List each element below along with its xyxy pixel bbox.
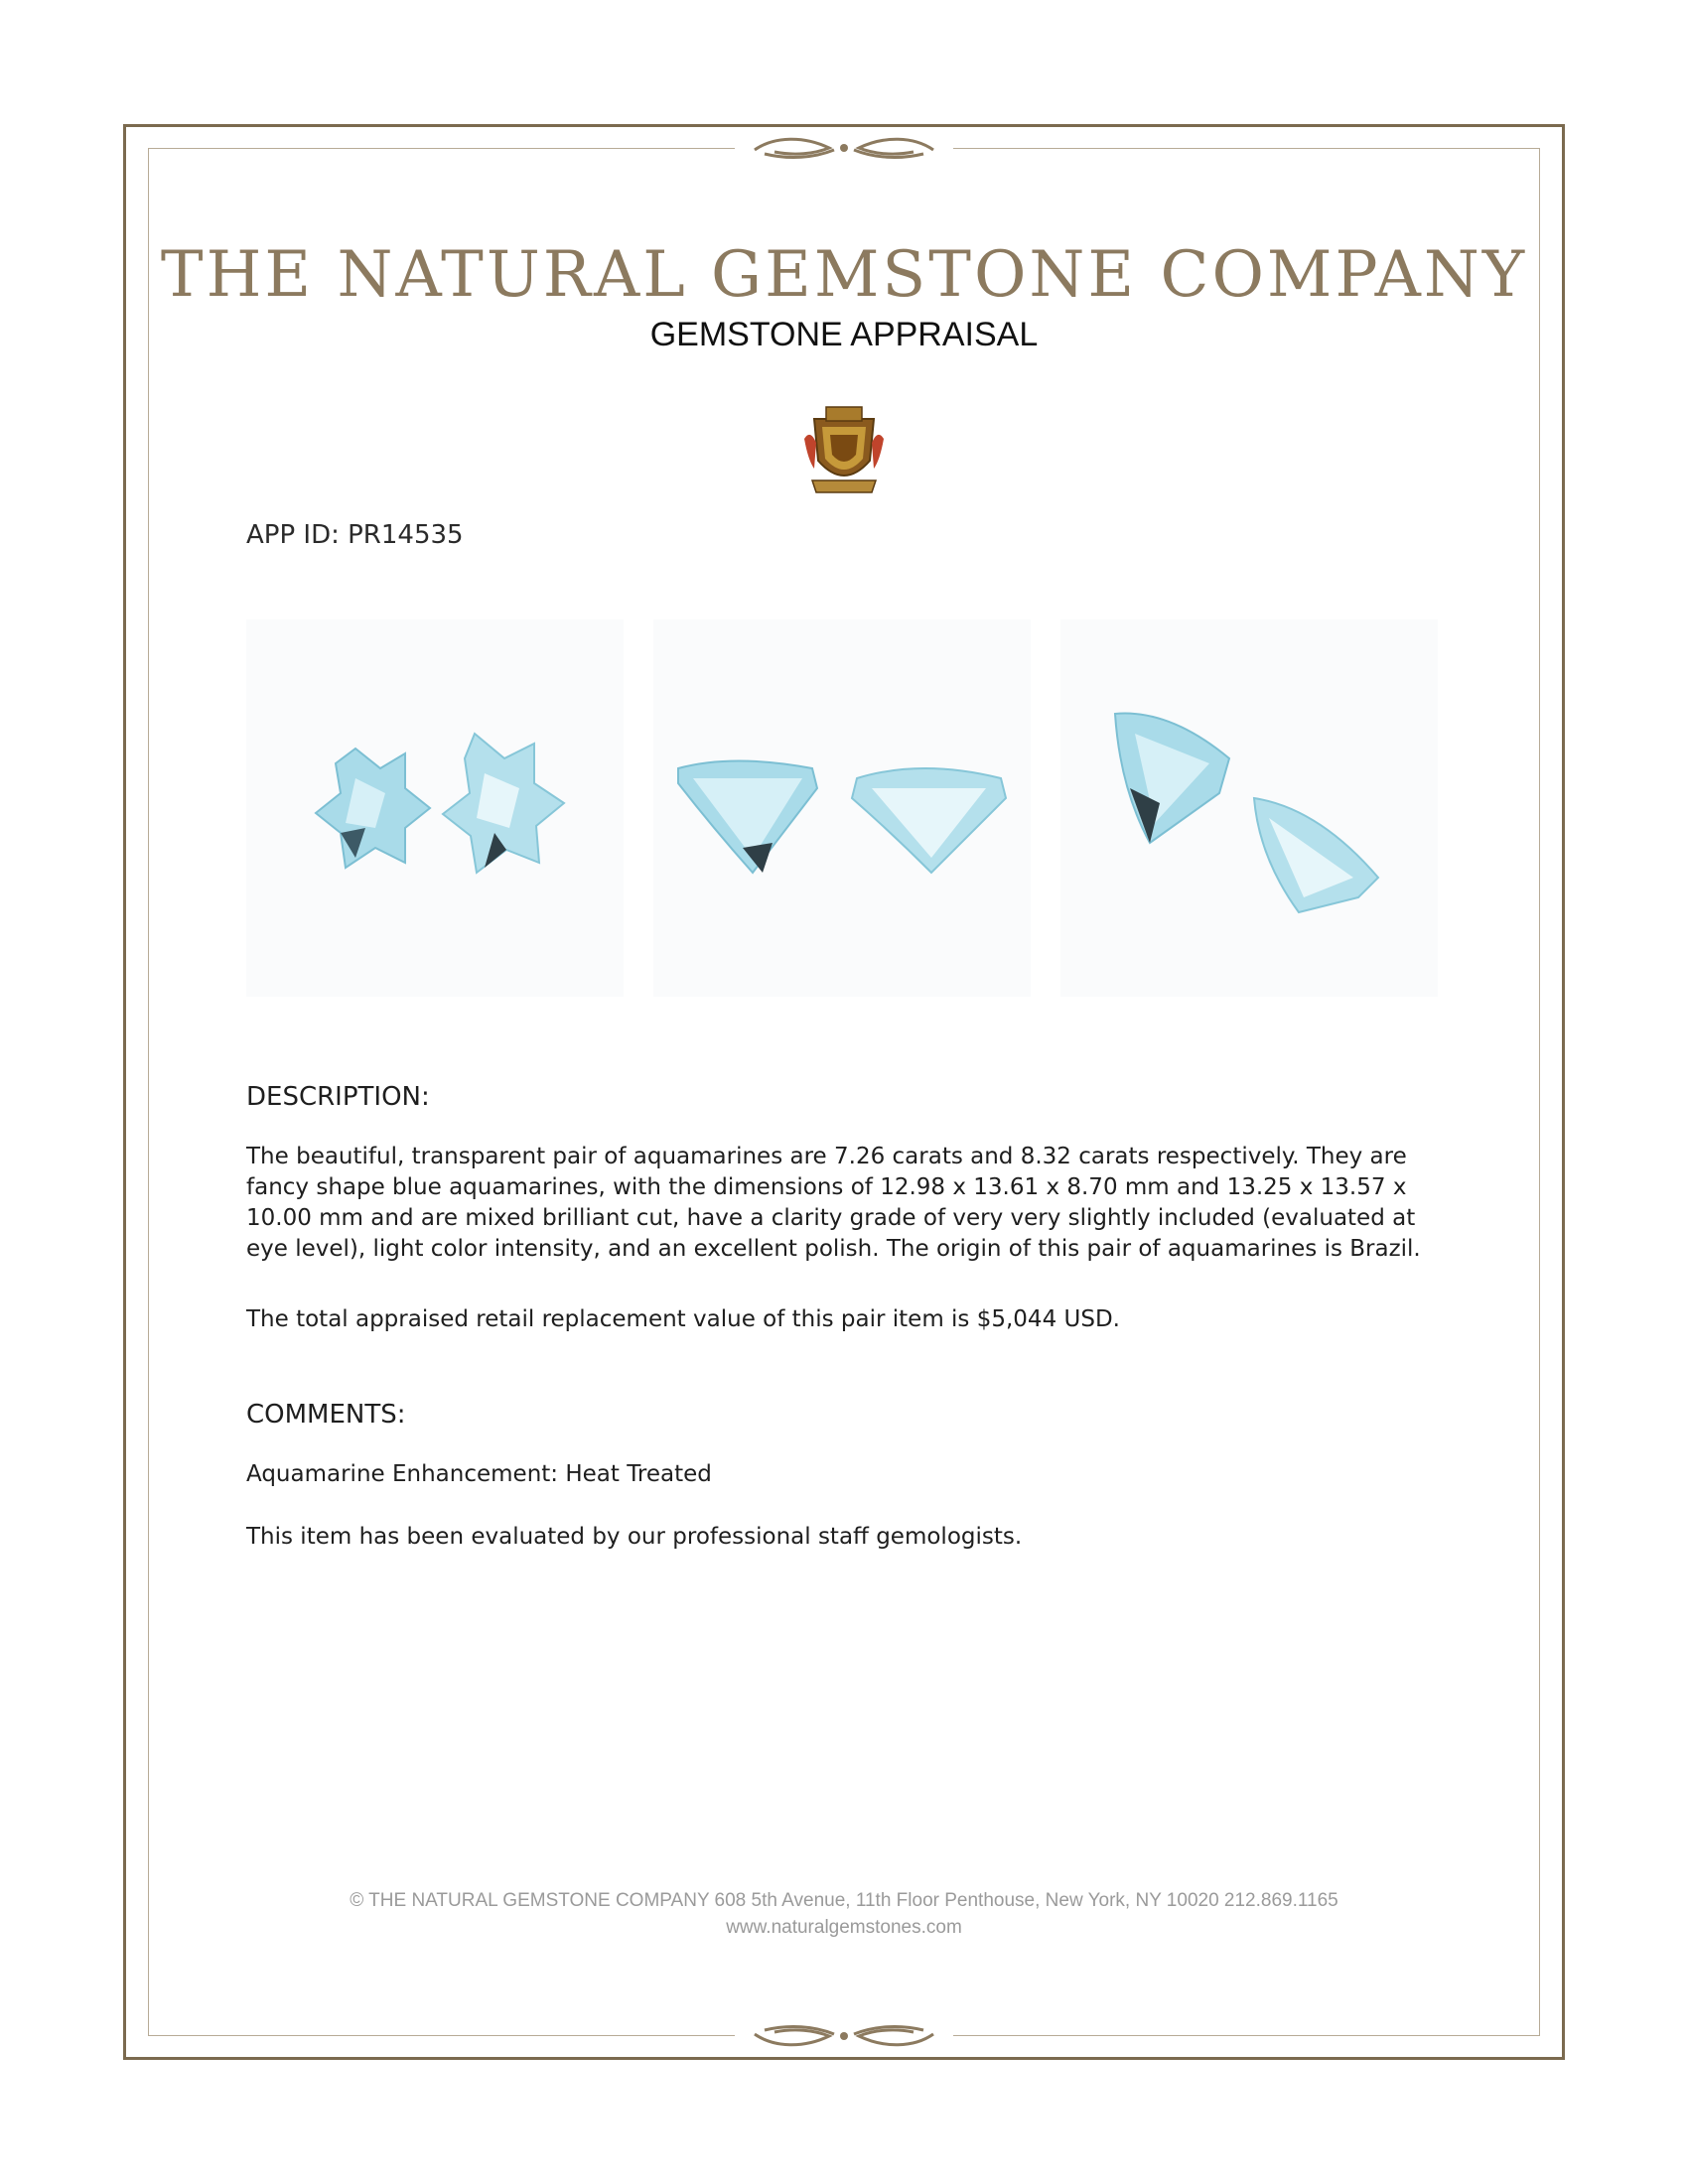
flower-cut-gem-pair-top-view-icon — [246, 619, 624, 997]
gem-photo-top-view — [246, 619, 624, 997]
appraisal-id: APP ID: PR14535 — [246, 520, 464, 550]
gem-photo-angled-view — [1060, 619, 1438, 997]
footer-address: © THE NATURAL GEMSTONE COMPANY 608 5th Avenue, 11th Floor Penthouse, New York, NY 10020 212.869.1165 — [350, 1890, 1338, 1911]
evaluation-text: This item has been evaluated by our professional staff gemologists. — [246, 1524, 1023, 1550]
company-name: THE NATURAL GEMSTONE COMPANY — [160, 238, 1528, 312]
appraised-value-text: The total appraised retail replacement value of this pair item is $5,044 USD. — [246, 1306, 1120, 1332]
description-heading: DESCRIPTION: — [246, 1082, 430, 1112]
footer-website-link[interactable]: www.naturalgemstones.com — [726, 1917, 962, 1938]
gem-photo-side-view — [653, 619, 1031, 997]
document-title: GEMSTONE APPRAISAL — [649, 316, 1039, 353]
gem-pair-angled-view-icon — [1060, 619, 1438, 997]
bottom-flourish-ornament-icon — [735, 2016, 953, 2056]
description-text: The beautiful, transparent pair of aquamarines are 7.26 carats and 8.32 carats respectively. They are fancy shape blue aquamarines, with the dimensions of 12.98 x 13.61 x 8.70 mm and 13.25 x 13.57 x 10.00 mm and are mixed brilliant cut, have a clarity grade of very very slightly included (evaluated at eye level), light color intensity, and an excellent polish. The origin of this pair of aquamarines is Brazil. — [246, 1144, 1421, 1262]
gem-pair-side-view-icon — [653, 619, 1031, 997]
comments-heading: COMMENTS: — [246, 1400, 406, 1430]
company-crest-logo-icon — [800, 399, 888, 498]
enhancement-text: Aquamarine Enhancement: Heat Treated — [246, 1461, 712, 1487]
top-flourish-ornament-icon — [735, 128, 953, 168]
